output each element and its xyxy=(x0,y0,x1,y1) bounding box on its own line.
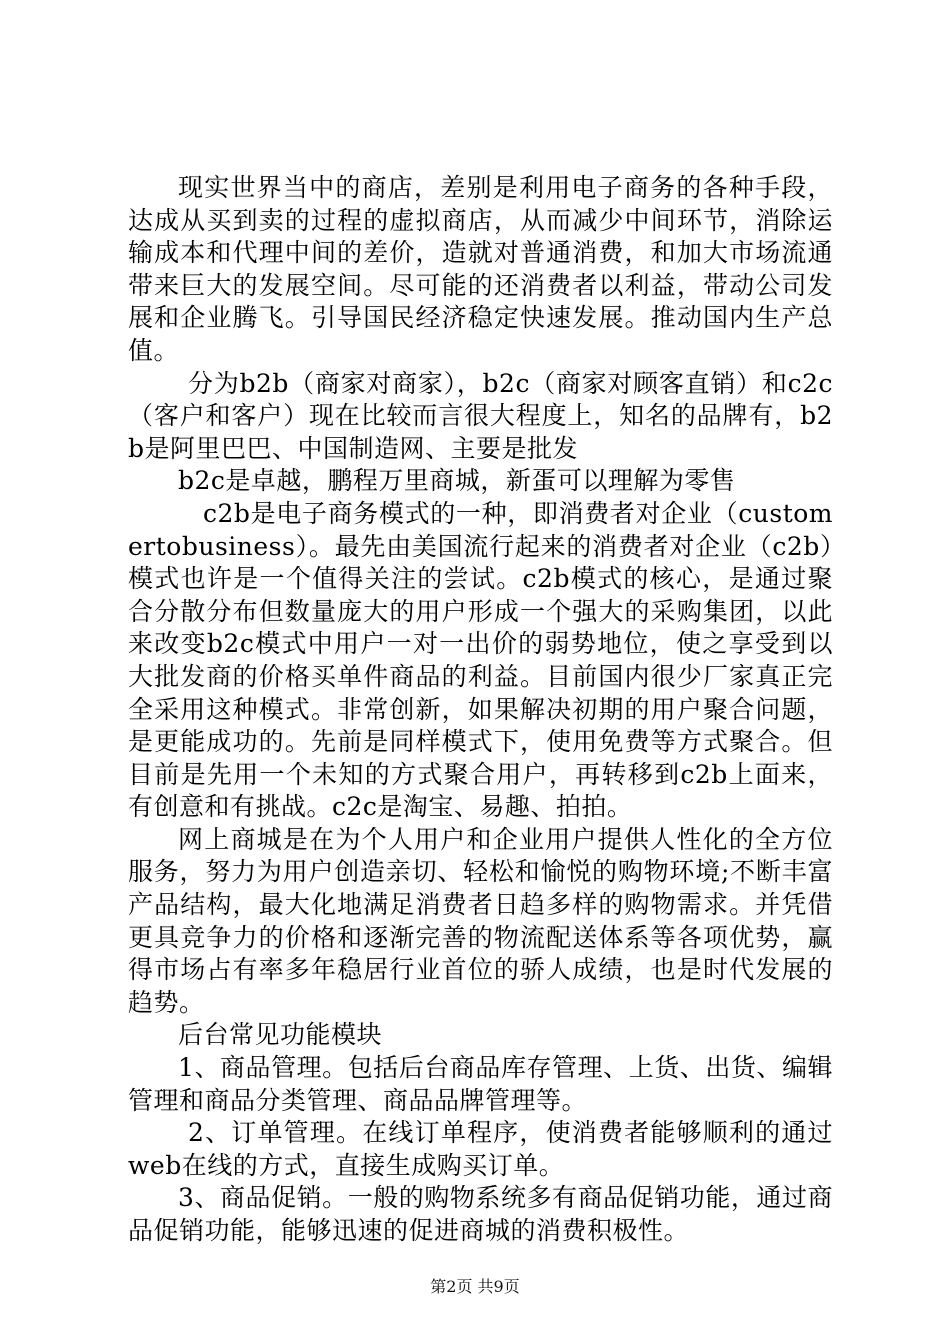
paragraph-c2b-model: c2b是电子商务模式的一种，即消费者对企业（customertobusiness）。最先由美国流行起来的消费者对企业（c2b）模式也许是一个值得关注的尝试。c2b模式的核心，是通过聚合分散分布但数量庞大的用户形成一个强大的采购集团，以此来改变b2c模式中用户一对一出价的弱势地位，使之享受到以大批发商的价格买单件商品的利益。目前国内很少厂家真正完全采用这种模式。非常创新，如果解决初期的用户聚合问题，是更能成功的。先前是同样模式下，使用免费等方式聚合。但目前是先用一个未知的方式聚合用户，再转移到c2b上面来，有创意和有挑战。c2c是淘宝、易趣、拍拍。 xyxy=(128,498,833,822)
section-heading-backend-modules: 后台常见功能模块 xyxy=(178,1020,383,1050)
paragraph-online-store-intro: 现实世界当中的商店，差别是利用电子商务的各种手段，达成从买到卖的过程的虚拟商店，从而减少中间环节，消除运输成本和代理中间的差价，造就对普通消费，和加大市场流通带来巨大的发展空间。尽可能的还消费者以利益，带动公司发展和企业腾飞。引导国民经济稳定快速发展。推动国内生产总值。 xyxy=(128,173,833,365)
paragraph-business-models: 分为b2b（商家对商家），b2c（商家对顾客直销）和c2c（客户和客户）现在比较而言很大程度上，知名的品牌有，b2b是阿里巴巴、中国制造网、主要是批发 xyxy=(128,368,833,463)
page-number-footer: 第2页 共9页 xyxy=(430,1277,520,1296)
list-item-product-promotion: 3、商品促销。一般的购物系统多有商品促销功能，通过商品促销功能，能够迅速的促进商城的消费积极性。 xyxy=(128,1183,833,1245)
paragraph-b2c-examples: b2c是卓越，鹏程万里商城，新蛋可以理解为零售 xyxy=(178,466,736,496)
document-body xyxy=(128,172,833,1248)
list-item-order-management: 2、订单管理。在线订单程序，使消费者能够顺利的通过web在线的方式，直接生成购买订单。 xyxy=(128,1118,833,1180)
paragraph-online-mall: 网上商城是在为个人用户和企业用户提供人性化的全方位服务，努力为用户创造亲切、轻松和愉悦的购物环境;不断丰富产品结构，最大化地满足消费者日趋多样的购物需求。并凭借更具竞争力的价格和逐渐完善的物流配送体系等各项优势，赢得市场占有率多年稳居行业首位的骄人成绩，也是时代发展的趋势。 xyxy=(128,824,833,1017)
list-item-product-management: 1、商品管理。包括后台商品库存管理、上货、出货、编辑管理和商品分类管理、商品品牌管理等。 xyxy=(128,1053,833,1115)
